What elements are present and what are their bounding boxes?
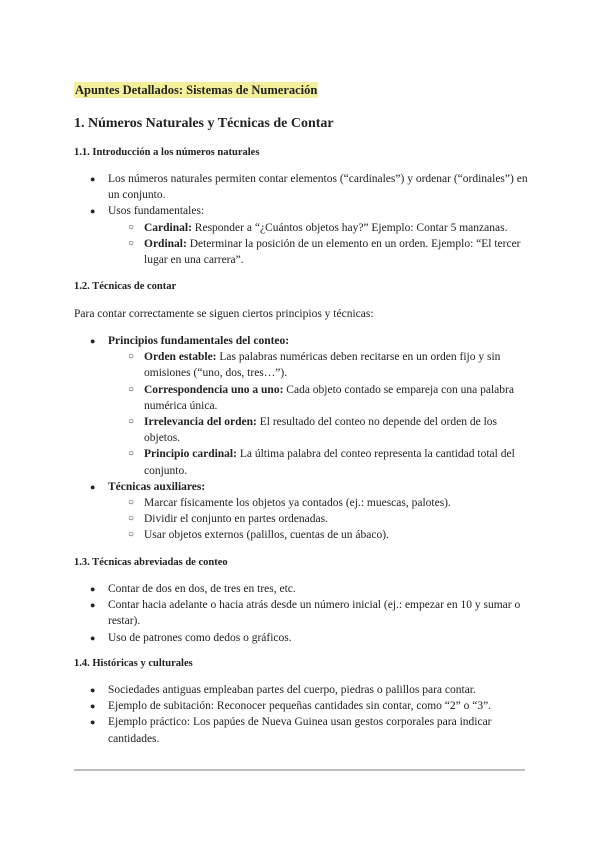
bullet-icon: ● — [90, 685, 96, 695]
list-item: ● Uso de patrones como dedos o gráficos. — [74, 630, 534, 646]
list-item: ○ Marcar físicamente los objetos ya contados (ej.: muescas, palotes). — [74, 495, 534, 511]
list-item: ● Usos fundamentales: ○ Cardinal: Responder a “¿Cuántos objetos hay?” Ejemplo: Contar 5 manzanas. ○ Ordinal: Determinar la posición de un elemento en un orden. Ejemplo: “El tercer lugar en una carrera”. — [74, 203, 534, 268]
section-1-3-heading: 1.3. Técnicas abreviadas de conteo — [74, 557, 228, 568]
bullet-icon: ● — [90, 717, 96, 728]
sub-list — [108, 220, 534, 269]
circle-bullet-icon: ○ — [128, 221, 135, 233]
bullet-icon: ● — [90, 600, 96, 611]
list-item: ○ Irrelevancia del orden: El resultado del conteo no depende del orden de los objetos. — [128, 416, 498, 445]
list-item: ○ Cardinal: Responder a “¿Cuántos objetos hay?” Ejemplo: Contar 5 manzanas. — [74, 220, 534, 236]
circle-bullet-icon: ○ — [128, 351, 135, 363]
section-1-4-list — [74, 682, 534, 747]
circle-bullet-icon: ○ — [128, 529, 135, 541]
circle-bullet-icon: ○ — [128, 383, 135, 395]
bullet-icon: ● — [90, 481, 96, 492]
section-1-heading: 1. Números Naturales y Técnicas de Contar — [74, 116, 334, 131]
list-item: ● Principios fundamentales del conteo: ○ Orden estable: Las palabras numéricas deben recitarse en un orden fijo y sin omisiones (“uno, dos, tres…”). ○ Correspondencia uno a uno: Cada objeto contado se empareja con una palabra numérica única. ○ Irrelevancia del orden: El resultado del conteo no depende del orden de los objetos. ○ Principio cardinal: La última palabra del conteo representa la cantidad total del conjunto. — [74, 333, 534, 479]
list-item: ● Los números naturales permiten contar elementos (“cardinales”) y ordenar (“ordinales”) en un conjunto. — [90, 173, 528, 202]
list-item: ● Técnicas auxiliares: ○ Marcar físicamente los objetos ya contados (ej.: muescas, palotes). ○ Dividir el conjunto en partes ordenadas. ○ Usar objetos externos (palillos, cuentas de un ábaco). — [74, 479, 534, 544]
bullet-icon: ● — [90, 584, 96, 594]
section-1-1-list — [74, 171, 534, 268]
circle-bullet-icon: ○ — [128, 497, 135, 509]
section-1-2-heading: 1.2. Técnicas de contar — [74, 281, 177, 292]
horizontal-divider — [74, 769, 525, 771]
section-1-4-heading: 1.4. Históricas y culturales — [74, 658, 193, 669]
list-item: ○ Correspondencia uno a uno: Cada objeto contado se empareja con una palabra numérica única. — [128, 383, 514, 412]
list-item: ○ Ordinal: Determinar la posición de un elemento en un orden. Ejemplo: “El tercer lugar en una carrera”. — [128, 237, 521, 267]
section-1-2-intro: Para contar correctamente se siguen ciertos principios y técnicas: — [74, 308, 374, 320]
bullet-icon: ● — [90, 701, 96, 712]
bullet-icon: ● — [90, 174, 96, 184]
list-item: ● Ejemplo práctico: Los papúes de Nueva Guinea usan gestos corporales para indicar cantidades. — [90, 716, 492, 745]
sub-list — [108, 349, 534, 479]
list-item: ● Sociedades antiguas empleaban partes del cuerpo, piedras o palillos para contar. — [74, 682, 534, 698]
circle-bullet-icon: ○ — [128, 237, 135, 249]
list-item: ● Contar de dos en dos, de tres en tres, etc. — [74, 581, 534, 597]
circle-bullet-icon: ○ — [128, 448, 135, 460]
list-item: ○ Dividir el conjunto en partes ordenadas. — [74, 511, 534, 527]
section-1-1-heading: 1.1. Introducción a los números naturales — [74, 147, 260, 158]
circle-bullet-icon: ○ — [128, 513, 135, 525]
bullet-icon: ● — [90, 632, 96, 643]
sub-list — [108, 495, 534, 544]
list-item: ○ Principio cardinal: La última palabra del conteo representa la cantidad total del conjunto. — [128, 448, 515, 477]
list-item: ○ Orden estable: Las palabras numéricas deben recitarse en un orden fijo y sin omisiones (“uno, dos, tres…”). — [128, 351, 501, 380]
section-1-2-list — [74, 333, 534, 544]
circle-bullet-icon: ○ — [128, 416, 135, 428]
document-title: Apuntes Detallados: Sistemas de Numeración — [75, 83, 318, 97]
section-1-3-list — [74, 581, 534, 646]
list-item: ○ Usar objetos externos (palillos, cuentas de un ábaco). — [74, 527, 534, 543]
bullet-icon: ● — [90, 206, 96, 217]
list-item: ● Ejemplo de subitación: Reconocer pequeñas cantidades sin contar, como “2” o “3”. — [74, 698, 534, 714]
list-item: ● Contar hacia adelante o hacia atrás desde un número inicial (ej.: empezar en 10 y sumar o restar). — [90, 599, 521, 628]
bullet-icon: ● — [90, 336, 96, 346]
